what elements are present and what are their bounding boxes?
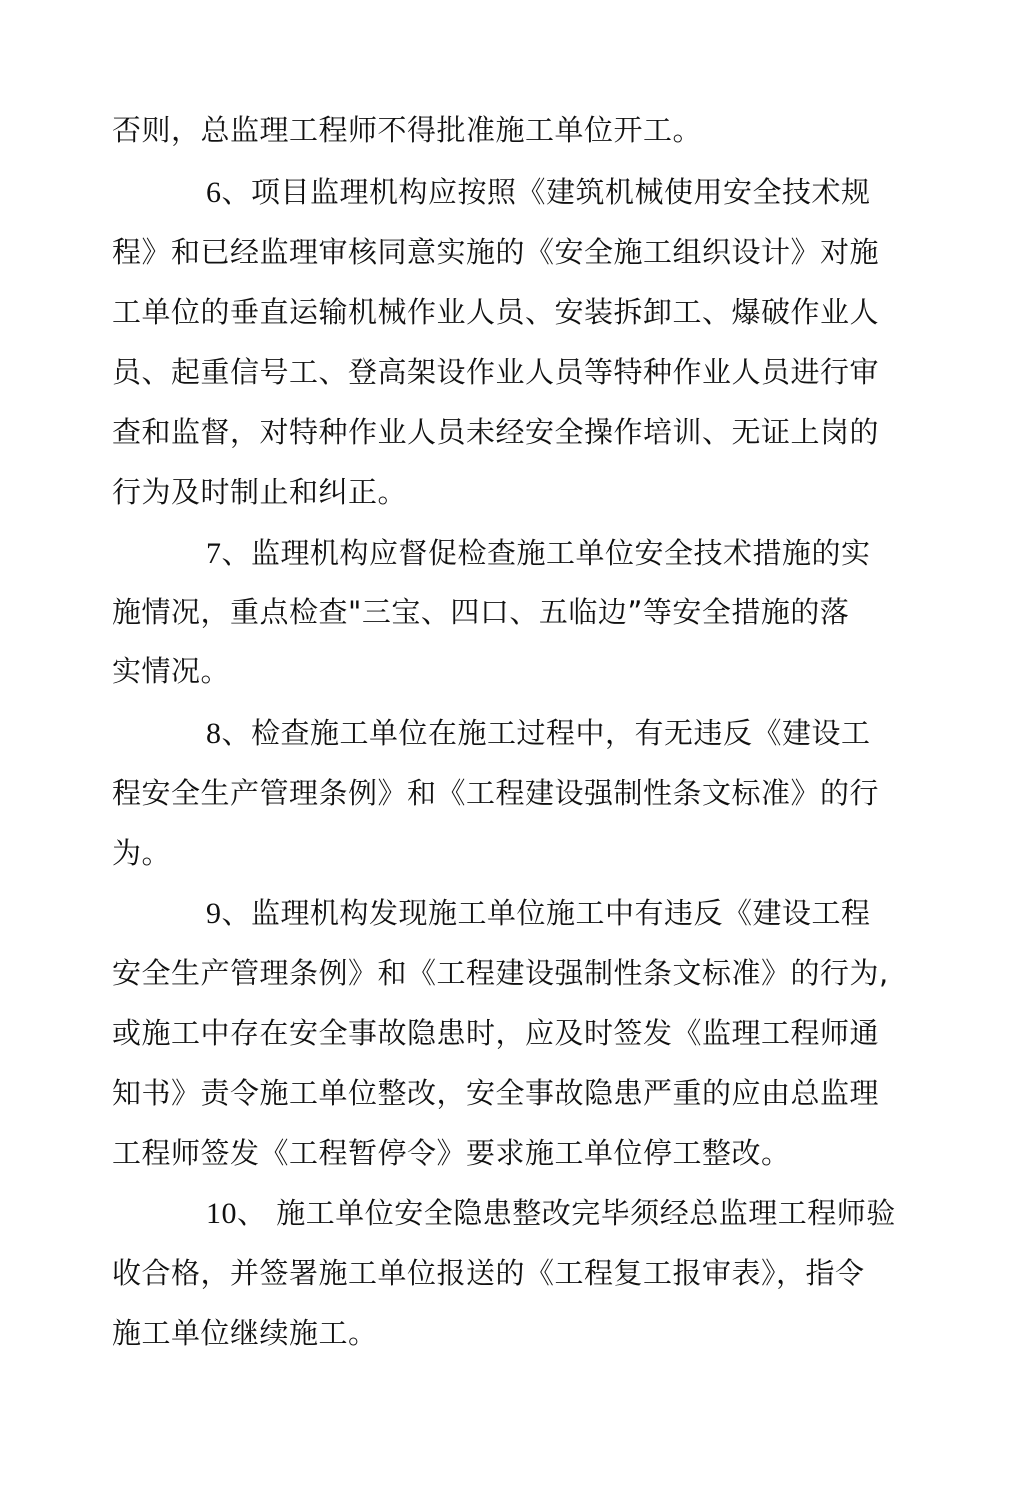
item-number: 6 (206, 176, 222, 209)
text-line-10: 实情况。 (112, 654, 231, 688)
paragraph-9-first-line (206, 893, 871, 934)
text-line-18: 工程师签发《工程暂停令》要求施工单位停工整改。 (112, 1136, 791, 1170)
text-line-7: 行为及时制止和纠正。 (112, 475, 408, 509)
text-line-17: 知书》责令施工单位整改，安全事故隐患严重的应由总监理 (112, 1076, 880, 1110)
item-text: 、监理机构应督促检查施工单位安全技术措施的实 (221, 536, 871, 570)
text-line-5: 员、起重信号工、登高架设作业人员等特种作业人员进行审 (112, 355, 880, 389)
text-line-9: 施情况，重点检查"三宝、四口、五临边”等安全措施的落 (112, 595, 850, 629)
paragraph-6-first-line (206, 172, 871, 213)
item-number: 10 (206, 1197, 237, 1230)
text-line-16: 或施工中存在安全事故隐患时，应及时签发《监理工程师通 (112, 1016, 880, 1050)
item-text: 、检查施工单位在施工过程中，有无违反《建设工 (221, 716, 871, 750)
item-number: 7 (206, 537, 222, 570)
text-line-3: 程》和已经监理审核同意实施的《安全施工组织设计》对施 (112, 235, 880, 269)
text-line-20: 收合格，并签署施工单位报送的《工程复工报审表》，指令 (112, 1256, 865, 1290)
item-text: 、监理机构发现施工单位施工中有违反《建设工程 (221, 896, 871, 930)
text-line-6: 查和监督，对特种作业人员未经安全操作培训、无证上岗的 (112, 415, 880, 449)
paragraph-7-first-line (206, 533, 871, 574)
item-text: 、 施工单位安全隐患整改完毕须经总监理工程师验 (237, 1196, 896, 1230)
paragraph-10-first-line (206, 1193, 896, 1234)
text-line-4: 工单位的垂直运输机械作业人员、安装拆卸工、爆破作业人 (112, 295, 880, 329)
text-line-12: 程安全生产管理条例》和《工程建设强制性条文标准》的行 (112, 776, 880, 810)
item-text: 、项目监理机构应按照《建筑机械使用安全技术规 (221, 175, 871, 209)
item-number: 8 (206, 717, 222, 750)
item-number: 9 (206, 897, 222, 930)
text-line-13: 为。 (112, 836, 172, 870)
text-line-15: 安全生产管理条例》和《工程建设强制性条文标准》的行为, (112, 956, 889, 990)
text-line-21: 施工单位继续施工。 (112, 1316, 378, 1350)
paragraph-8-first-line (206, 713, 871, 754)
text-line-1: 否则，总监理工程师不得批准施工单位开工。 (112, 113, 703, 147)
